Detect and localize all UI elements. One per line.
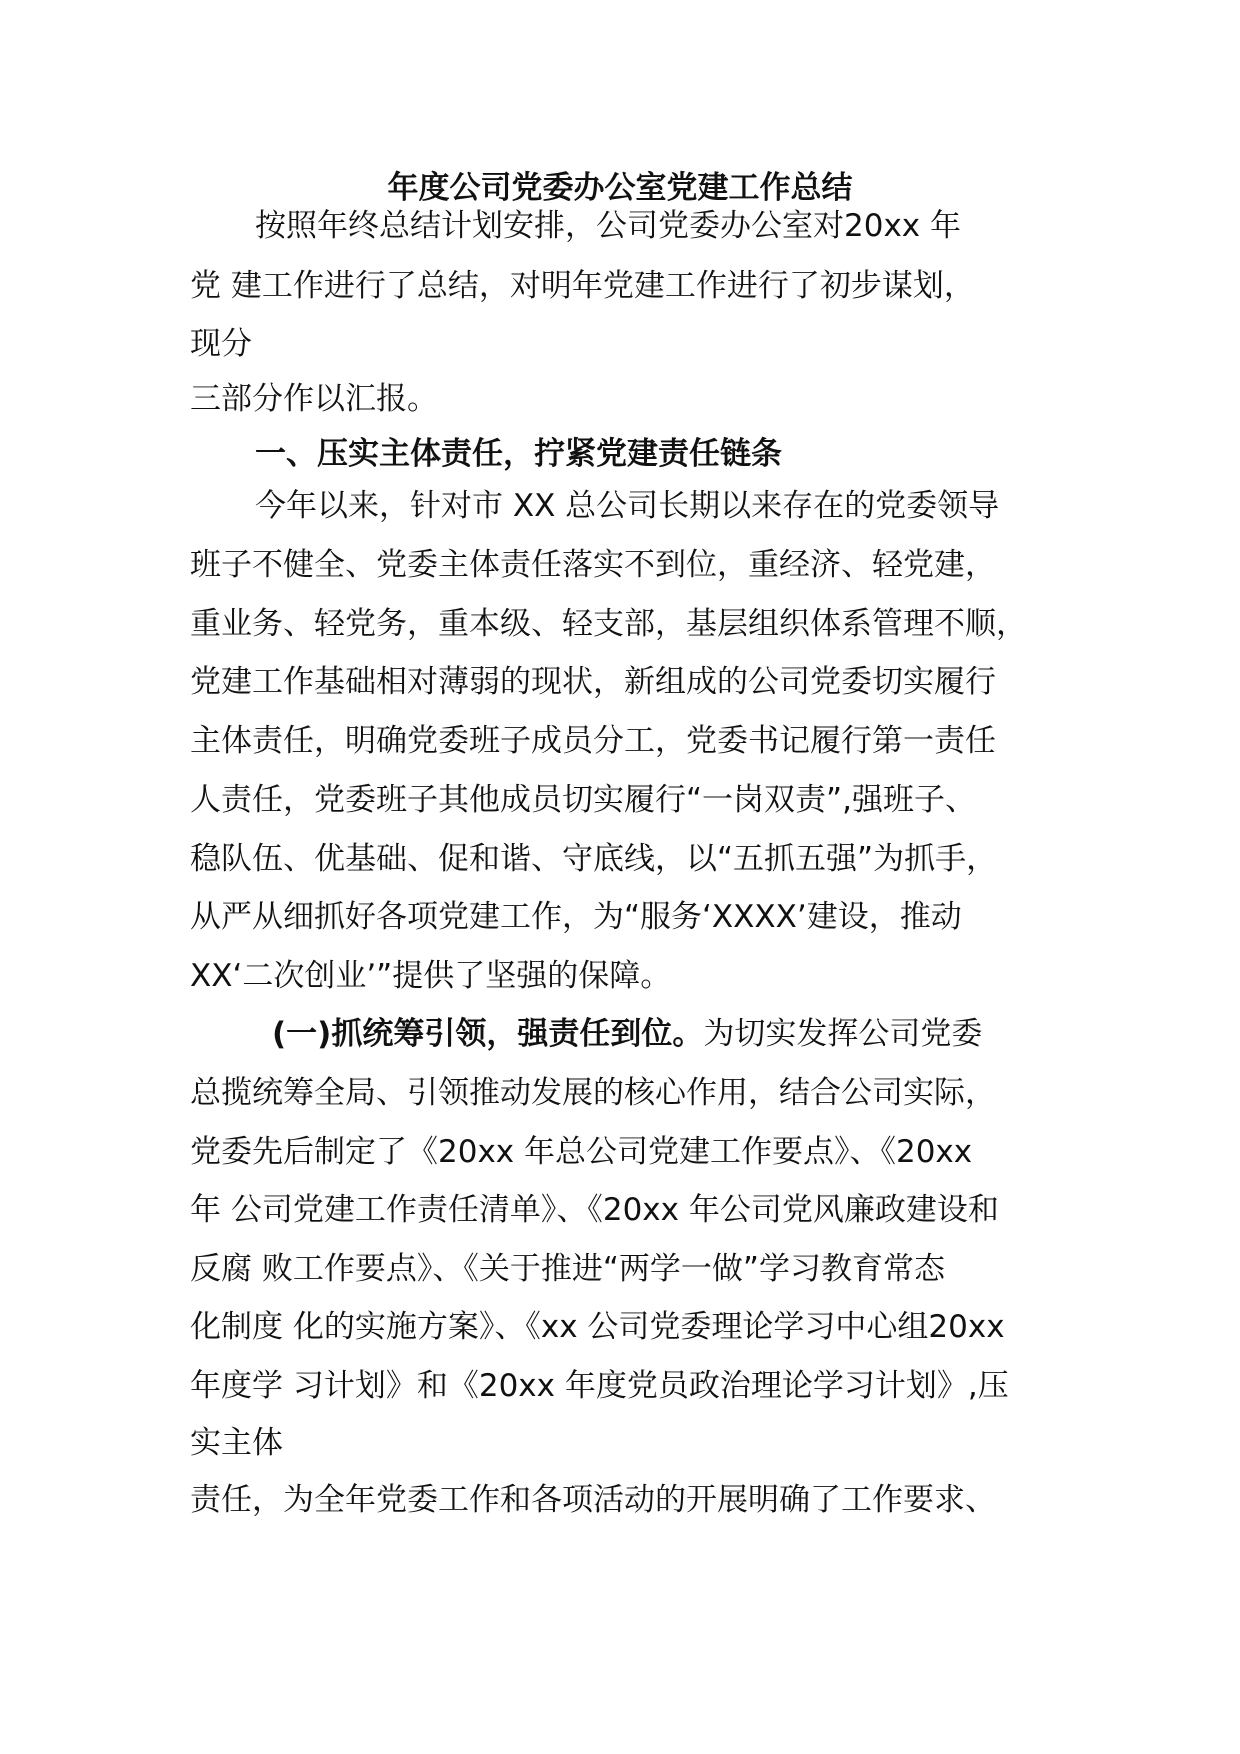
- paragraph-line: 人责任，党委班子其他成员切实履行“一岗双责”,强班子、: [190, 782, 976, 818]
- paragraph-line: 反腐 败工作要点》、《关于推进“两学一做”学习教育常态: [190, 1251, 945, 1287]
- paragraph-line: 重业务、轻党务，重本级、轻支部，基层组织体系管理不顺，: [190, 606, 1027, 642]
- paragraph-line: 年 公司党建工作责任清单》、《20xx 年公司党风廉政建设和: [190, 1192, 999, 1228]
- paragraph-line: 党建工作基础相对薄弱的现状，新组成的公司党委切实履行: [190, 664, 996, 700]
- paragraph-line: XX‘二次创业’”提供了坚强的保障。: [190, 958, 672, 994]
- paragraph-line: 班子不健全、党委主体责任落实不到位，重经济、轻党建，: [190, 547, 996, 583]
- paragraph-line: 现分: [190, 326, 252, 362]
- paragraph-line: 主体责任，明确党委班子成员分工，党委书记履行第一责任: [190, 723, 996, 759]
- subsection-text: 为切实发挥公司党委: [703, 1016, 983, 1052]
- paragraph-line: 党委先后制定了《20xx 年总公司党建工作要点》、《20xx: [190, 1134, 973, 1170]
- paragraph-line: 实主体: [190, 1425, 283, 1461]
- paragraph-line: 从严从细抓好各项党建工作，为“服务‘XXXX’建设，推动: [190, 899, 962, 935]
- subsection-heading: (一)抓统筹引领，强责任到位。: [272, 1016, 704, 1052]
- paragraph-line: 按照年终总结计划安排，公司党委办公室对20xx 年: [255, 208, 961, 244]
- paragraph-line: 党 建工作进行了总结，对明年党建工作进行了初步谋划，: [190, 268, 975, 304]
- paragraph-line: 年度学 习计划》和《20xx 年度党员政治理论学习计划》,压: [190, 1368, 1009, 1404]
- subsection-line: [272, 1004, 982, 1064]
- paragraph-line: 三部分作以汇报。: [190, 381, 438, 417]
- paragraph-line: 化制度 化的实施方案》、《xx 公司党委理论学习中心组20xx: [190, 1309, 1005, 1345]
- document-title: 年度公司党委办公室党建工作总结: [387, 170, 853, 206]
- paragraph-line: 稳队伍、优基础、促和谐、守底线，以“五抓五强”为抓手，: [190, 841, 998, 877]
- paragraph-line: 责任，为全年党委工作和各项活动的开展明确了工作要求、: [190, 1482, 996, 1518]
- paragraph-line: 今年以来，针对市 XX 总公司长期以来存在的党委领导: [255, 488, 1000, 524]
- paragraph-line: 总揽统筹全局、引领推动发展的核心作用，结合公司实际，: [190, 1075, 996, 1111]
- section-heading: 一、压实主体责任，拧紧党建责任链条: [255, 436, 782, 472]
